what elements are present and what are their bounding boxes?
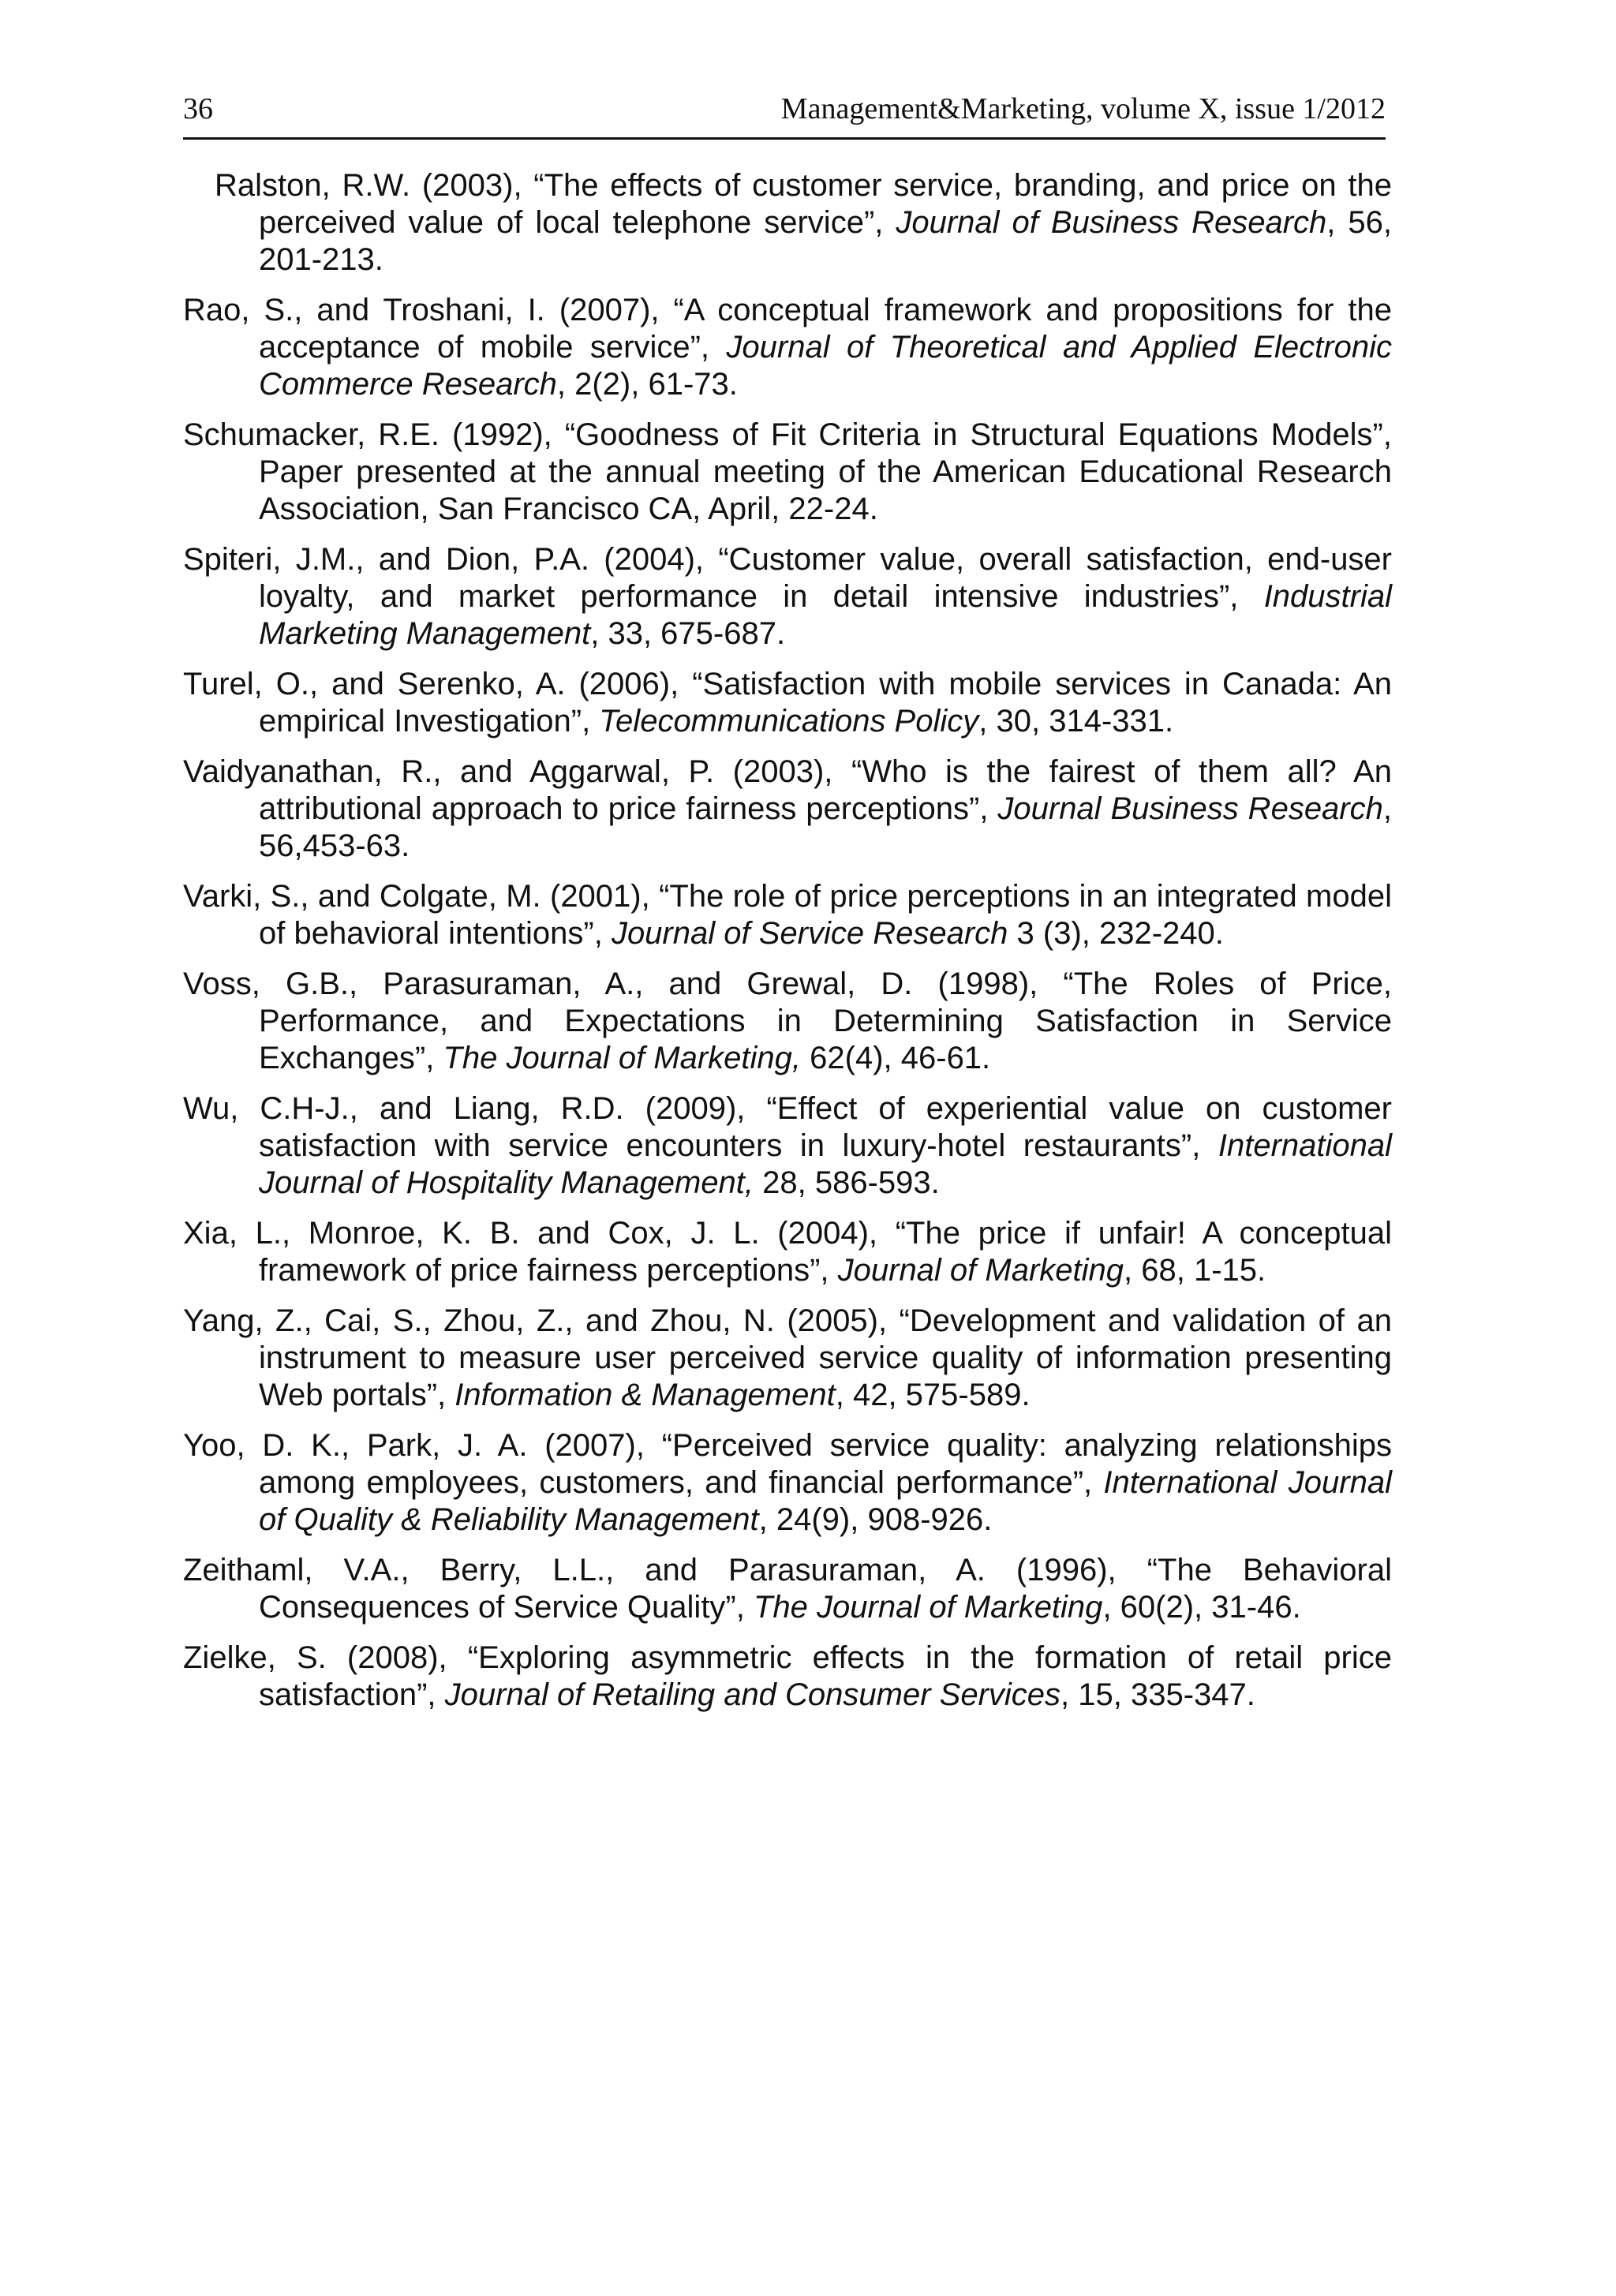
reference-details: , 56,453-63. — [259, 791, 1392, 863]
reference-details: , 30, 314-331. — [978, 704, 1174, 739]
reference-journal: Industrial Marketing Management — [259, 579, 1392, 651]
reference-journal: Information & Management — [454, 1378, 836, 1412]
reference-entry — [183, 541, 1392, 653]
reference-entry — [183, 1215, 1392, 1289]
reference-journal: Journal of Retailing and Consumer Services — [444, 1677, 1061, 1712]
reference-journal: Journal Business Research — [997, 791, 1383, 826]
reference-text: Xia, L., Monroe, K. B. and Cox, J. L. (2004), “The price if unfair! A conceptual framework of price fairness perceptions”, — [183, 1216, 1392, 1288]
reference-entry — [183, 1427, 1392, 1539]
reference-text: Ralston, R.W. (2003), “The effects of customer service, branding, and price on the perceived value of local telephone service”, — [215, 168, 1392, 240]
reference-text: Schumacker, R.E. (1992), “Goodness of Fit Criteria in Structural Equations Models”, Paper presented at the annual meeting of the American Educational Research Association, San Francisco CA, April, 22-24. — [183, 417, 1392, 526]
reference-entry — [183, 1303, 1392, 1414]
reference-entry — [183, 1640, 1392, 1714]
reference-entry — [183, 666, 1392, 740]
reference-details: , 2(2), 61-73. — [556, 367, 738, 402]
reference-text: Varki, S., and Colgate, M. (2001), “The role of price perceptions in an integrated model of behavioral intentions”, — [183, 879, 1392, 951]
reference-details: , 42, 575-589. — [835, 1378, 1031, 1412]
reference-text: Yang, Z., Cai, S., Zhou, Z., and Zhou, N. (2005), “Development and validation of an instrument to measure user perceived service quality of information presenting Web portals”, — [183, 1303, 1392, 1412]
reference-details: 62(4), 46-61. — [801, 1041, 991, 1075]
reference-details: 28, 586-593. — [754, 1165, 940, 1200]
reference-details: 3 (3), 232-240. — [1008, 916, 1224, 951]
reference-entry — [183, 417, 1392, 528]
reference-entry — [183, 292, 1392, 403]
reference-journal: Journal of Marketing — [837, 1253, 1124, 1288]
reference-journal: Telecommunications Policy — [599, 704, 979, 739]
reference-journal: The Journal of Marketing — [753, 1590, 1103, 1625]
reference-journal: The Journal of Marketing, — [443, 1041, 802, 1075]
reference-text: Zielke, S. (2008), “Exploring asymmetric effects in the formation of retail price satisfaction”, — [183, 1640, 1392, 1712]
page-header — [183, 88, 1386, 140]
reference-details: , 15, 335-347. — [1060, 1677, 1255, 1712]
reference-journal: International Journal of Quality & Reliability Management — [259, 1465, 1392, 1537]
reference-text: Spiteri, J.M., and Dion, P.A. (2004), “Customer value, overall satisfaction, end-user loyalty, and market performance in detail intensive industries”, — [183, 542, 1392, 614]
reference-details: , 24(9), 908-926. — [758, 1502, 993, 1537]
reference-entry — [183, 167, 1392, 279]
reference-entry — [183, 1090, 1392, 1202]
reference-journal: Journal of Service Research — [611, 916, 1008, 951]
reference-entry — [183, 753, 1392, 865]
reference-text: Wu, C.H-J., and Liang, R.D. (2009), “Effect of experiential value on customer satisfaction with service encounters in luxury-hotel restaurants”, — [183, 1091, 1392, 1163]
reference-journal: International Journal of Hospitality Management, — [259, 1128, 1392, 1200]
reference-details: , 68, 1-15. — [1124, 1253, 1266, 1288]
reference-entry — [183, 1552, 1392, 1626]
reference-list — [183, 167, 1392, 1727]
reference-text: Turel, O., and Serenko, A. (2006), “Satisfaction with mobile services in Canada: An empirical Investigation”, — [183, 667, 1392, 739]
reference-entry — [183, 966, 1392, 1077]
reference-details: , 33, 675-687. — [590, 616, 786, 651]
reference-text: Vaidyanathan, R., and Aggarwal, P. (2003), “Who is the fairest of them all? An attributional approach to price fairness perceptions”, — [183, 754, 1392, 826]
reference-details: , 60(2), 31-46. — [1102, 1590, 1301, 1625]
reference-entry — [183, 878, 1392, 952]
reference-text: Rao, S., and Troshani, I. (2007), “A conceptual framework and propositions for the acceptance of mobile service”, — [183, 293, 1392, 365]
running-head: Management&Marketing, volume X, issue 1/2012 — [780, 92, 1386, 125]
reference-text: Yoo, D. K., Park, J. A. (2007), “Perceived service quality: analyzing relationships among employees, customers, and financial performance”, — [183, 1428, 1392, 1500]
reference-journal: Journal of Business Research — [896, 205, 1327, 240]
reference-journal: Journal of Theoretical and Applied Electronic Commerce Research — [259, 330, 1392, 402]
reference-details: , 56, 201-213. — [259, 205, 1392, 277]
reference-text: Voss, G.B., Parasuraman, A., and Grewal, D. (1998), “The Roles of Price, Performance, and Expectations in Determining Satisfaction in Service Exchanges”, — [183, 967, 1392, 1075]
reference-text: Zeithaml, V.A., Berry, L.L., and Parasuraman, A. (1996), “The Behavioral Consequences of Service Quality”, — [183, 1553, 1392, 1625]
page-number: 36 — [183, 92, 213, 125]
